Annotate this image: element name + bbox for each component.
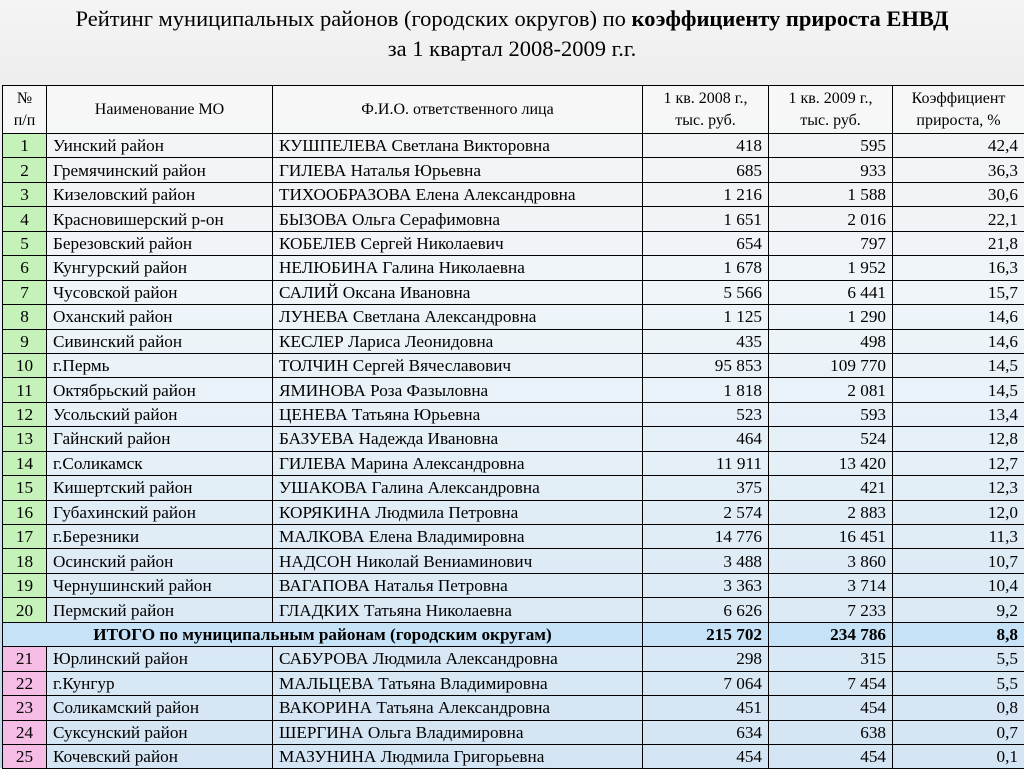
row-number: 15: [3, 476, 47, 500]
responsible-person: МАЛЬЦЕВА Татьяна Владимировна: [273, 671, 643, 695]
table-row: [3, 329, 1024, 353]
rating-table: [2, 85, 1024, 769]
growth-coefficient: 11,3: [893, 525, 1024, 549]
title-line2: за 1 квартал 2008-2009 г.г.: [388, 36, 636, 61]
responsible-person: УШАКОВА Галина Александровна: [273, 476, 643, 500]
row-number: 17: [3, 525, 47, 549]
growth-coefficient: 12,0: [893, 500, 1024, 524]
municipality-name: Гайнский район: [47, 427, 273, 451]
value-2008: 1 216: [643, 182, 769, 206]
value-2009: 1 290: [769, 305, 893, 329]
value-2008: 1 125: [643, 305, 769, 329]
growth-coefficient: 14,5: [893, 378, 1024, 402]
table-row: [3, 647, 1024, 671]
row-number: 24: [3, 720, 47, 744]
responsible-person: КУШПЕЛЕВА Светлана Викторовна: [273, 134, 643, 158]
value-2008: 2 574: [643, 500, 769, 524]
municipality-name: Кишертский район: [47, 476, 273, 500]
value-2008: 6 626: [643, 598, 769, 622]
value-2009: 421: [769, 476, 893, 500]
responsible-person: ГИЛЕВА Наталья Юрьевна: [273, 158, 643, 182]
table-row: [3, 231, 1024, 255]
growth-coefficient: 9,2: [893, 598, 1024, 622]
header-2008: 1 кв. 2008 г., тыс. руб.: [643, 86, 769, 134]
responsible-person: ВАГАПОВА Наталья Петровна: [273, 573, 643, 597]
municipality-name: Осинский район: [47, 549, 273, 573]
row-number: 23: [3, 696, 47, 720]
row-number: 21: [3, 647, 47, 671]
value-2008: 375: [643, 476, 769, 500]
municipality-name: Суксунский район: [47, 720, 273, 744]
value-2009: 498: [769, 329, 893, 353]
responsible-person: МАЗУНИНА Людмила Григорьевна: [273, 744, 643, 768]
table-row: [3, 720, 1024, 744]
municipality-name: Пермский район: [47, 598, 273, 622]
municipality-name: Губахинский район: [47, 500, 273, 524]
growth-coefficient: 14,6: [893, 329, 1024, 353]
total-row: [3, 622, 1024, 646]
responsible-person: ВАКОРИНА Татьяна Александровна: [273, 696, 643, 720]
total-coef: 8,8: [893, 622, 1024, 646]
row-number: 3: [3, 182, 47, 206]
municipality-name: Кизеловский район: [47, 182, 273, 206]
value-2009: 1 588: [769, 182, 893, 206]
responsible-person: КОРЯКИНА Людмила Петровна: [273, 500, 643, 524]
value-2009: 3 714: [769, 573, 893, 597]
municipality-name: Кочевский район: [47, 744, 273, 768]
responsible-person: КОБЕЛЕВ Сергей Николаевич: [273, 231, 643, 255]
row-number: 18: [3, 549, 47, 573]
growth-coefficient: 0,8: [893, 696, 1024, 720]
value-2008: 418: [643, 134, 769, 158]
row-number: 1: [3, 134, 47, 158]
value-2009: 593: [769, 402, 893, 426]
responsible-person: ТОЛЧИН Сергей Вячеславович: [273, 353, 643, 377]
value-2009: 1 952: [769, 256, 893, 280]
growth-coefficient: 0,7: [893, 720, 1024, 744]
total-2008: 215 702: [643, 622, 769, 646]
growth-coefficient: 10,7: [893, 549, 1024, 573]
row-number: 5: [3, 231, 47, 255]
row-number: 2: [3, 158, 47, 182]
growth-coefficient: 12,8: [893, 427, 1024, 451]
total-2009: 234 786: [769, 622, 893, 646]
responsible-person: ГЛАДКИХ Татьяна Николаевна: [273, 598, 643, 622]
table-row: [3, 158, 1024, 182]
value-2009: 16 451: [769, 525, 893, 549]
responsible-person: НАДСОН Николай Вениаминович: [273, 549, 643, 573]
responsible-person: ШЕРГИНА Ольга Владимировна: [273, 720, 643, 744]
table-row: [3, 256, 1024, 280]
growth-coefficient: 5,5: [893, 647, 1024, 671]
row-number: 8: [3, 305, 47, 329]
growth-coefficient: 22,1: [893, 207, 1024, 231]
municipality-name: Усольский район: [47, 402, 273, 426]
value-2008: 464: [643, 427, 769, 451]
municipality-name: Сивинский район: [47, 329, 273, 353]
municipality-name: г.Соликамск: [47, 451, 273, 475]
row-number: 9: [3, 329, 47, 353]
value-2008: 5 566: [643, 280, 769, 304]
municipality-name: г.Пермь: [47, 353, 273, 377]
table-header-row: [3, 86, 1024, 134]
value-2008: 523: [643, 402, 769, 426]
responsible-person: ЛУНЕВА Светлана Александровна: [273, 305, 643, 329]
responsible-person: БАЗУЕВА Надежда Ивановна: [273, 427, 643, 451]
title-line1-bold: коэффициенту прироста ЕНВД: [632, 6, 949, 31]
value-2008: 685: [643, 158, 769, 182]
value-2009: 6 441: [769, 280, 893, 304]
value-2008: 298: [643, 647, 769, 671]
value-2008: 435: [643, 329, 769, 353]
growth-coefficient: 10,4: [893, 573, 1024, 597]
value-2008: 3 488: [643, 549, 769, 573]
growth-coefficient: 36,3: [893, 158, 1024, 182]
value-2008: 1 651: [643, 207, 769, 231]
municipality-name: Оханский район: [47, 305, 273, 329]
growth-coefficient: 14,5: [893, 353, 1024, 377]
municipality-name: г.Кунгур: [47, 671, 273, 695]
value-2008: 14 776: [643, 525, 769, 549]
title-line1-normal: Рейтинг муниципальных районов (городских округов) по: [76, 6, 632, 31]
responsible-person: БЫЗОВА Ольга Серафимовна: [273, 207, 643, 231]
table-row: [3, 353, 1024, 377]
header-fio: Ф.И.О. ответственного лица: [273, 86, 643, 134]
table-row: [3, 134, 1024, 158]
responsible-person: НЕЛЮБИНА Галина Николаевна: [273, 256, 643, 280]
row-number: 25: [3, 744, 47, 768]
table-row: [3, 525, 1024, 549]
table-row: [3, 378, 1024, 402]
responsible-person: ЯМИНОВА Роза Фазыловна: [273, 378, 643, 402]
municipality-name: Гремячинский район: [47, 158, 273, 182]
responsible-person: ТИХООБРАЗОВА Елена Александровна: [273, 182, 643, 206]
table-row: [3, 500, 1024, 524]
table-row: [3, 549, 1024, 573]
row-number: 16: [3, 500, 47, 524]
municipality-name: г.Березники: [47, 525, 273, 549]
row-number: 14: [3, 451, 47, 475]
responsible-person: САБУРОВА Людмила Александровна: [273, 647, 643, 671]
value-2009: 2 016: [769, 207, 893, 231]
value-2008: 451: [643, 696, 769, 720]
row-number: 12: [3, 402, 47, 426]
table-row: [3, 402, 1024, 426]
growth-coefficient: 14,6: [893, 305, 1024, 329]
value-2008: 654: [643, 231, 769, 255]
table-row: [3, 207, 1024, 231]
row-number: 6: [3, 256, 47, 280]
header-mo: Наименование МО: [47, 86, 273, 134]
growth-coefficient: 0,1: [893, 744, 1024, 768]
municipality-name: Уинский район: [47, 134, 273, 158]
value-2008: 3 363: [643, 573, 769, 597]
growth-coefficient: 12,7: [893, 451, 1024, 475]
row-number: 19: [3, 573, 47, 597]
table-row: [3, 744, 1024, 768]
row-number: 7: [3, 280, 47, 304]
table-row: [3, 427, 1024, 451]
header-2009: 1 кв. 2009 г., тыс. руб.: [769, 86, 893, 134]
value-2009: 2 883: [769, 500, 893, 524]
municipality-name: Чернушинский район: [47, 573, 273, 597]
value-2008: 634: [643, 720, 769, 744]
value-2009: 109 770: [769, 353, 893, 377]
row-number: 20: [3, 598, 47, 622]
row-number: 10: [3, 353, 47, 377]
row-number: 22: [3, 671, 47, 695]
table-row: [3, 671, 1024, 695]
value-2008: 1 818: [643, 378, 769, 402]
table-row: [3, 476, 1024, 500]
header-num: № п/п: [3, 86, 47, 134]
growth-coefficient: 5,5: [893, 671, 1024, 695]
municipality-name: Соликамский район: [47, 696, 273, 720]
municipality-name: Октябрьский район: [47, 378, 273, 402]
value-2009: 638: [769, 720, 893, 744]
table-row: [3, 451, 1024, 475]
value-2009: 3 860: [769, 549, 893, 573]
row-number: 11: [3, 378, 47, 402]
municipality-name: Красновишерский р-он: [47, 207, 273, 231]
responsible-person: КЕСЛЕР Лариса Леонидовна: [273, 329, 643, 353]
table-row: [3, 280, 1024, 304]
value-2008: 11 911: [643, 451, 769, 475]
row-number: 4: [3, 207, 47, 231]
growth-coefficient: 15,7: [893, 280, 1024, 304]
value-2009: 7 454: [769, 671, 893, 695]
value-2008: 1 678: [643, 256, 769, 280]
table-row: [3, 696, 1024, 720]
total-label: ИТОГО по муниципальным районам (городским округам): [3, 622, 643, 646]
value-2009: 454: [769, 744, 893, 768]
value-2009: 797: [769, 231, 893, 255]
value-2009: 7 233: [769, 598, 893, 622]
growth-coefficient: 16,3: [893, 256, 1024, 280]
value-2009: 454: [769, 696, 893, 720]
row-number: 13: [3, 427, 47, 451]
value-2009: 933: [769, 158, 893, 182]
responsible-person: ГИЛЕВА Марина Александровна: [273, 451, 643, 475]
page-title: [0, 0, 1024, 82]
table-row: [3, 598, 1024, 622]
responsible-person: ЦЕНЕВА Татьяна Юрьевна: [273, 402, 643, 426]
value-2009: 315: [769, 647, 893, 671]
growth-coefficient: 12,3: [893, 476, 1024, 500]
municipality-name: Чусовской район: [47, 280, 273, 304]
table-row: [3, 573, 1024, 597]
value-2008: 454: [643, 744, 769, 768]
growth-coefficient: 42,4: [893, 134, 1024, 158]
municipality-name: Кунгурский район: [47, 256, 273, 280]
responsible-person: МАЛКОВА Елена Владимировна: [273, 525, 643, 549]
value-2008: 95 853: [643, 353, 769, 377]
growth-coefficient: 21,8: [893, 231, 1024, 255]
growth-coefficient: 30,6: [893, 182, 1024, 206]
growth-coefficient: 13,4: [893, 402, 1024, 426]
table-row: [3, 305, 1024, 329]
header-coef: Коэффициент прироста, %: [893, 86, 1024, 134]
value-2009: 13 420: [769, 451, 893, 475]
table-row: [3, 182, 1024, 206]
municipality-name: Березовский район: [47, 231, 273, 255]
responsible-person: САЛИЙ Оксана Ивановна: [273, 280, 643, 304]
value-2009: 595: [769, 134, 893, 158]
value-2009: 2 081: [769, 378, 893, 402]
value-2009: 524: [769, 427, 893, 451]
municipality-name: Юрлинский район: [47, 647, 273, 671]
value-2008: 7 064: [643, 671, 769, 695]
